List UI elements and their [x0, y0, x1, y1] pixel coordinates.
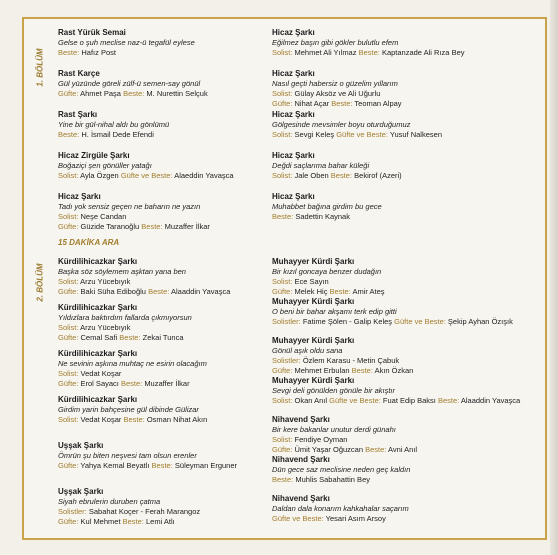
song-lyric: Girdim yarin bahçesine gül dibinde Gülizar [58, 405, 199, 414]
solist-key: Solist: [58, 323, 81, 332]
beste-key: Beste: [123, 415, 147, 424]
beste-key: Beste: [141, 222, 165, 231]
gufte-key: Güfte: [58, 379, 81, 388]
song-entry [272, 28, 512, 58]
song-entry [58, 257, 298, 297]
section-1-label [28, 35, 45, 115]
song-lyric: Bir kızıl goncaya benzer dudağın [272, 267, 382, 276]
solist-value: Okan Anıl [294, 395, 330, 405]
song-title: Uşşak Şarkı [58, 487, 104, 496]
song-lyric: Değdi saçlarıma bahar küleği [272, 161, 370, 170]
song-entry [58, 69, 298, 99]
song-entry [58, 28, 298, 58]
gufte-key: Güfte: [272, 99, 295, 108]
song-title: Nihavend Şarkı [272, 454, 330, 464]
beste-key: Beste: [329, 287, 353, 296]
solistler-key: Solistler: [272, 356, 303, 365]
beste-value: H. İsmail Dede Efendi [81, 130, 154, 139]
credit-line [58, 369, 298, 379]
song-entry [272, 415, 512, 455]
song-title: Rast Karçe [58, 69, 100, 78]
song-lyric: O beni bir bahar akşamı terk edip gitti [272, 306, 397, 316]
solist-key: Solist: [58, 277, 81, 286]
song-entry [272, 336, 512, 376]
song-entry [272, 297, 512, 327]
section-2-label [28, 250, 45, 330]
beste-key: Beste: [119, 333, 143, 342]
gufte-key: Güfte: [58, 222, 81, 231]
song-lyric: Ne sevinin aşkına muhtaç ne esirin olacağım [58, 359, 207, 368]
beste-key: Beste: [330, 171, 355, 180]
song-title: Kürdilihicazkar Şarkı [58, 349, 138, 358]
beste-key: Beste: [123, 89, 147, 98]
song-entry [272, 69, 512, 109]
gufte-value: Baki Süha Ediboğlu [80, 287, 149, 296]
solist-key: Solist: [272, 277, 295, 286]
credit-line [272, 395, 521, 406]
credit-line [272, 366, 512, 376]
gufte-key: Güfte: [58, 517, 81, 526]
gufte-key: Güfte: [272, 287, 295, 296]
beste-key: Beste: [148, 287, 172, 296]
credit-line [58, 89, 298, 99]
gufte-value: Melek Hiç [294, 287, 330, 296]
gufte-key: Güfte: [58, 287, 81, 296]
gufte-value: Erol Sayacı [80, 379, 121, 388]
beste-value: Kaptanzade Ali Rıza Bey [381, 48, 465, 57]
solist-key: Solist: [58, 369, 81, 378]
beste-value: Osman Nihat Akın [146, 415, 208, 424]
solistler-key: Solistler: [272, 316, 303, 326]
credit-line [58, 171, 298, 181]
song-lyric: Siyah ebrulerin duruben çatma [58, 497, 161, 506]
credit-line [58, 130, 298, 140]
gufte-beste-value: Şekip Ayhan Özışık [447, 316, 513, 326]
beste-key: Beste: [58, 48, 82, 57]
solistler-key: Solistler: [58, 507, 89, 516]
song-entry [272, 257, 512, 297]
beste-key: Beste: [272, 212, 296, 221]
song-lyric: Boğaziçi şen gönüller yatağı [58, 161, 152, 170]
gufte-beste-key: Güfte ve Beste: [394, 316, 448, 326]
credit-line [272, 445, 512, 455]
song-entry [272, 110, 512, 140]
credit-line [58, 415, 298, 425]
song-title: Rast Şarkı [58, 110, 98, 119]
song-entry [58, 349, 298, 389]
song-title: Hicaz Şarkı [272, 28, 315, 37]
solistler-value: Fatime Şölen - Galip Keleş [302, 316, 395, 326]
beste-key: Beste: [365, 445, 389, 454]
gufte-value: Cemal Safi [80, 333, 120, 342]
beste-value: Muzaffer İlkar [164, 222, 210, 231]
song-title: Hicaz Şarkı [58, 192, 101, 201]
song-lyric: Bir kere bakanlar unutur derdi günahı [272, 425, 396, 434]
credit-line [272, 212, 512, 222]
song-lyric: Başka söz söylemem aşktan yana ben [58, 267, 186, 276]
song-lyric: Gölgesinde mevsimler boyu oturduğumuz [272, 120, 411, 129]
solist-value: Fendiye Oyman [294, 435, 348, 444]
gufte-beste-key: Güfte ve Beste: [336, 130, 390, 139]
credit-line [272, 89, 512, 99]
beste-key: Beste: [151, 461, 175, 470]
beste-value: Hafız Post [81, 48, 116, 57]
song-lyric: Daldan dala konarım kahkahalar saçarım [272, 504, 409, 513]
beste-value: Bekirof (Azeri) [354, 171, 402, 180]
credit-line [58, 212, 298, 222]
solistler-value: Sabahat Koçer - Ferah Marangoz [88, 507, 201, 516]
song-lyric: Eğilmez başın gibi gökler bulutlu efem [272, 38, 399, 47]
credit-line [272, 130, 512, 140]
solist-key: Solist: [272, 130, 295, 139]
song-lyric: Muhabbet bağına girdim bu gece [272, 202, 382, 211]
song-title: Kürdilihicazkar Şarkı [58, 257, 138, 266]
solist-value: Gülay Aksöz ve Ali Uğurlu [294, 89, 381, 98]
song-title: Hicaz Şarkı [272, 69, 315, 78]
gufte-value: Nihat Açar [294, 99, 332, 108]
gufte-value: Yahya Kemal Beyatlı [80, 461, 152, 470]
beste-key: Beste: [331, 99, 355, 108]
song-lyric: Gül yüzünde göreli zülf-ü semen-say gönül [58, 79, 201, 88]
gufte-key: Güfte: [272, 445, 295, 454]
credit-line [58, 323, 298, 333]
credit-line [272, 514, 512, 524]
gufte-value: Kul Mehmet [80, 517, 123, 526]
solist-key: Solist: [58, 212, 81, 221]
song-lyric: Tadı yok sensiz geçen ne baharın ne yazın [58, 202, 201, 211]
solist-value: Neşe Candan [80, 212, 127, 221]
gufte-beste-key: Güfte ve Beste: [329, 395, 383, 405]
song-lyric: Yıldızlara baktırdım fallarda çıkmıyorsun [58, 313, 192, 322]
song-title: Hicaz Şarkı [272, 110, 315, 119]
intermission-label: 15 DAKİKA ARA [58, 238, 120, 247]
credit-line [272, 475, 512, 485]
solist-key: Solist: [272, 89, 295, 98]
gufte-beste-value: Yesari Asım Arsoy [325, 514, 386, 523]
gufte-beste-key: Güfte ve Beste: [272, 514, 326, 523]
gufte-beste-key: Güfte ve Beste: [120, 171, 175, 180]
song-entry [58, 441, 298, 471]
song-title: Muhayyer Kürdi Şarkı [272, 375, 355, 385]
song-entry [58, 151, 298, 181]
credit-line [272, 356, 512, 366]
gufte-key: Güfte: [272, 366, 295, 375]
beste-value: Sadettin Kaynak [295, 212, 350, 221]
solist-key: Solist: [272, 395, 295, 405]
song-title: Muhayyer Kürdi Şarkı [272, 257, 355, 266]
song-entry [58, 110, 298, 140]
solist-key: Solist: [58, 415, 81, 424]
credit-line [58, 287, 298, 297]
song-title: Hicaz Şarkı [272, 151, 315, 160]
credit-line [272, 48, 512, 58]
song-lyric: Gönül aşık oldu sana [272, 346, 343, 355]
solist-value: Arzu Yücebıyık [80, 323, 131, 332]
song-title: Hicaz Şarkı [272, 192, 315, 201]
credit-line [272, 317, 512, 327]
beste-value: Süleyman Erguner [174, 461, 238, 470]
beste-value: Muhlis Sabahattin Bey [295, 474, 370, 484]
credit-line [272, 99, 512, 109]
song-lyric: Nasıl geçti habersiz o güzelim yıllarım [272, 79, 398, 88]
credit-line [58, 379, 298, 389]
beste-value: Lemi Atlı [145, 517, 175, 526]
song-entry [272, 192, 512, 222]
gufte-value: Mehmet Erbulan [294, 366, 352, 375]
section-1-text: 1. BÖLÜM [35, 48, 45, 87]
song-entry [272, 375, 521, 406]
song-lyric: Sevgi deli gönülden gönüle bir akıştır [272, 385, 395, 395]
solist-value: Sevgi Keleş [294, 130, 337, 139]
beste-value: Amir Ateş [352, 287, 385, 296]
beste-key: Beste: [358, 48, 382, 57]
song-lyric: Yine bir gül-nihal aldı bu gönlümü [58, 120, 170, 129]
beste-key: Beste: [272, 474, 296, 484]
gufte-value: Ümit Yaşar Oğuzcan [294, 445, 366, 454]
solist-key: Solist: [58, 171, 81, 180]
song-title: Kürdilihicazkar Şarkı [58, 395, 138, 404]
beste-key: Beste: [120, 379, 145, 388]
credit-line [272, 435, 512, 445]
song-title: Nihavend Şarkı [272, 494, 330, 503]
solist-value: Jale Oben [294, 171, 331, 180]
gufte-key: Güfte: [58, 333, 81, 342]
song-lyric: Ömrün şu biten neşvesi tam olsun erenler [58, 451, 197, 460]
credit-line [58, 461, 298, 471]
song-lyric: Dün gece saz meclisine neden geç kaldın [272, 464, 411, 474]
page-edge [550, 0, 558, 555]
solist-key: Solist: [272, 48, 295, 57]
song-entry [272, 494, 512, 524]
section-2-text: 2. BÖLÜM [35, 263, 45, 302]
song-title: Muhayyer Kürdi Şarkı [272, 296, 355, 306]
solist-value: Ayla Özgen [80, 171, 121, 180]
solist-value: Arzu Yücebıyık [80, 277, 131, 286]
solist-value: Vedat Koşar [80, 369, 122, 378]
beste-key: Beste: [122, 517, 146, 526]
credit-line [58, 277, 298, 287]
credit-line [58, 333, 298, 343]
credit-line [58, 517, 298, 527]
beste-value: Muzaffer İlkar [144, 379, 190, 388]
song-entry [58, 395, 298, 425]
solist-value: Ece Sayın [294, 277, 329, 286]
beste-value: Alaaddin Yavaşca [171, 287, 231, 296]
song-title: Rast Yürük Semai [58, 28, 126, 37]
song-entry [58, 303, 298, 343]
credit-line [272, 287, 512, 297]
song-entry [272, 151, 512, 181]
solist-value: Mehmet Ali Yılmaz [294, 48, 359, 57]
solist-key: Solist: [272, 435, 295, 444]
solistler-value: Özlem Karasu - Metin Çabuk [302, 356, 400, 365]
beste-value: Akın Özkan [374, 366, 414, 375]
beste-value: Teoman Alpay [354, 99, 402, 108]
song-title: Nihavend Şarkı [272, 415, 330, 424]
beste-key: Beste: [437, 395, 461, 405]
song-title: Muhayyer Kürdi Şarkı [272, 336, 355, 345]
credit-line [58, 222, 298, 232]
gufte-value: Güzide Taranoğlu [80, 222, 142, 231]
beste-key: Beste: [58, 130, 82, 139]
credit-line [272, 277, 512, 287]
credit-line [272, 171, 512, 181]
beste-key: Beste: [351, 366, 375, 375]
song-title: Hicaz Zirgüle Şarkı [58, 151, 130, 160]
song-entry [58, 192, 298, 232]
gufte-key: Güfte: [58, 89, 81, 98]
beste-value: Zekai Tunca [142, 333, 184, 342]
beste-value: M. Nurettin Selçuk [146, 89, 208, 98]
song-title: Uşşak Şarkı [58, 441, 104, 450]
beste-value: Alaaddin Yavaşca [460, 395, 521, 405]
solist-value: Vedat Koşar [80, 415, 124, 424]
gufte-beste-value: Alaeddin Yavaşca [174, 171, 234, 180]
beste-value: Avni Anıl [388, 445, 418, 454]
gufte-beste-value: Yusuf Nalkesen [389, 130, 442, 139]
gufte-beste-value: Fuat Edip Baksı [382, 395, 438, 405]
gufte-key: Güfte: [58, 461, 81, 470]
credit-line [58, 507, 298, 517]
song-entry [58, 487, 298, 527]
song-title: Kürdilihicazkar Şarkı [58, 303, 138, 312]
gufte-value: Ahmet Paşa [80, 89, 124, 98]
song-lyric: Gelse o şuh meclise naz-ü tegafül eylese [58, 38, 195, 47]
credit-line [58, 48, 298, 58]
song-entry [272, 455, 512, 485]
solist-key: Solist: [272, 171, 295, 180]
